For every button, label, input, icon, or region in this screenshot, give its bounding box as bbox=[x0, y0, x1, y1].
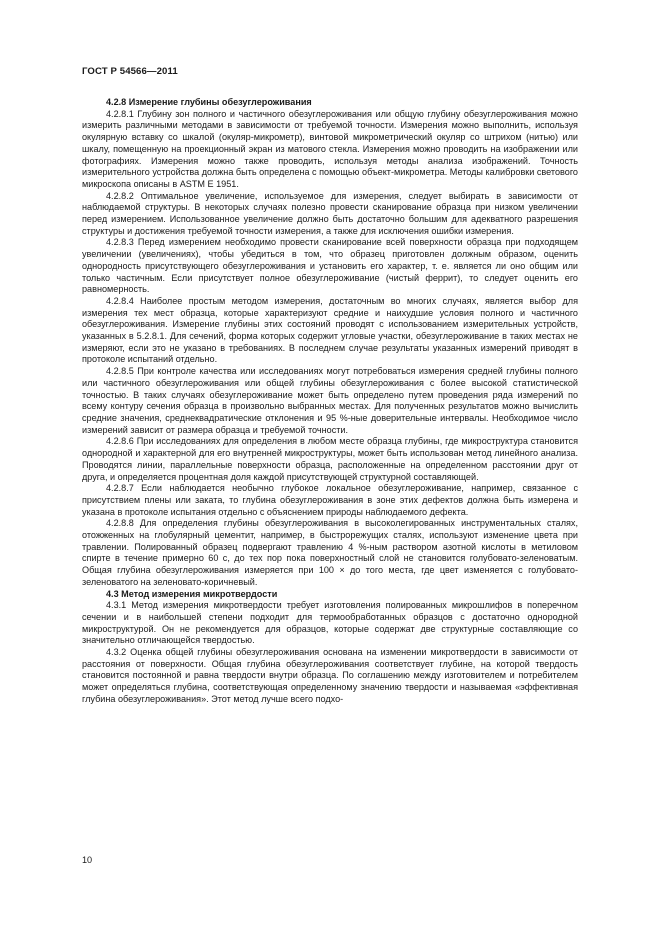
paragraph-4-2-8-1: 4.2.8.1 Глубину зон полного и частичного обезуглероживания или общую глубину обезуглероживания можно измерить различными методами в зависимости от требуемой точности. Измерения можно выполнить, используя окулярную вставку со шкалой (окуляр-микрометр), винтовой микрометрический окуляр со штрихом (нитью) или шкалу, помещенную на проекционный экран из матового стекла. Измерения можно проводить на изображении или фотографиях. Измерения можно также проводить, используя методы анализа изображений. Точность измерительного устройства должна быть определена с помощью объект-микрометра. Методы калибровки светового микроскопа описаны в ASTM E 1951. bbox=[82, 108, 578, 189]
paragraph-4-2-8-5: 4.2.8.5 При контроле качества или исследованиях могут потребоваться измерения средней глубины полного или частичного обезуглероживания или общей глубины обезуглероживания с более высокой статистической точностью. В таких случаях обезуглероживание может быть определено путем проведения ряда измерений по всему контуру сечения образца в произвольно выбранных местах. Для полученных результатов можно вычислить средние значения, среднеквадратические отклонения и 95 %-ные доверительные интервалы. Необходимое число измерений зависит от размера образца и требуемой точности. bbox=[82, 366, 578, 435]
paragraph-4-3-1: 4.3.1 Метод измерения микротвердости требует изготовления полированных микрошлифов в поперечном сечении и в наибольшей степени подходит для термообработанных образцов с достаточно однородной микроструктурой. Он не рекомендуется для образцов, которые содержат две структурные составляющие со значительно отличающейся твердостью. bbox=[82, 600, 578, 646]
paragraph-4-3-2: 4.3.2 Оценка общей глубины обезуглероживания основана на изменении микротвердости в зависимости от расстояния от поверхности. Общая глубина обезуглероживания соответствует глубине, на которой твердость становится постоянной и равна твердости внутри образца. По соглашению между изготовителем и потребителем может определяться глубина, соответствующая определенному значению твердости и называемая «эффективная глубина обезуглероживания». Этот метод лучше всего подхо- bbox=[82, 647, 578, 704]
page-number: 10 bbox=[82, 855, 93, 865]
paragraph-4-2-8-6: 4.2.8.6 При исследованиях для определения в любом месте образца глубины, где микроструктура становится однородной и характерной для его внутренней микроструктуры, может быть использован метод линейного анализа. Проводятся линии, параллельные поверхности образца, расположенные на определенном расстоянии друг от друга, и определяется процентная доля каждой присутствующей структурной составляющей. bbox=[82, 436, 578, 482]
document-header-id: ГОСТ Р 54566—2011 bbox=[82, 66, 178, 77]
paragraph-4-2-8-4: 4.2.8.4 Наиболее простым методом измерения, достаточным во многих случаях, является выбор для измерения тех мест образца, которые характеризуют средние и наихудшие условия полного и частичного обезуглероживания. Измерение глубины этих состояний проводят с использованием измерительных устройств, указанных в 5.2.8.1. Для сечений, форма которых содержит угловые участки, обезуглероживание в таких местах не измеряют, если это не указано в требованиях. В последнем случае результаты указанных измерений приводят в протоколе испытаний отдельно. bbox=[82, 295, 578, 365]
paragraph-4-2-8-7: 4.2.8.7 Если наблюдается необычно глубокое локальное обезуглероживание, например, связанное с присутствием плены или заката, то глубина обезуглероживания в зоне этих дефектов должна быть измерена и указана в протоколе испытания отдельно с объяснением природы наблюдаемого дефекта. bbox=[82, 483, 578, 517]
document-body bbox=[82, 97, 578, 706]
paragraph-4-2-8-8: 4.2.8.8 Для определения глубины обезуглероживания в высоколегированных инструментальных сталях, отожженных на глобулярный цементит, например, в быстрорежущих сталях, используют изменение цвета при травлении. Полированный образец подвергают травлению 4 %-ным раствором азотной кислоты в метиловом спирте в течение примерно 60 с, до тех пор пока поверхностный слой не становится голубовато-зеленоватым. Общая глубина обезуглероживания измеряется при 100 × до того места, где цвет изменяется с голубовато-зеленоватого на зеленовато-коричневый. bbox=[82, 518, 578, 587]
paragraph-4-2-8-2: 4.2.8.2 Оптимальное увеличение, используемое для измерения, следует выбирать в зависимости от наблюдаемой структуры. В некоторых случаях полезно провести сканирование образца при низком увеличении перед измерением. Использованное увеличение должно быть достаточно большим для адекватного разрешения структуры и достижения требуемой точности измерения, а также для исключения ошибки измерения. bbox=[82, 190, 578, 236]
paragraph-4-2-8-3: 4.2.8.3 Перед измерением необходимо провести сканирование всей поверхности образца при подходящем увеличении (увеличениях), чтобы убедиться в том, что образец приготовлен должным образом, оценить однородность присутствующего обезуглероживания и установить его характер, т. е. является ли оно общим или только частичным. Если присутствует полное обезуглероживание (чистый феррит), то следует оценить его равномерность. bbox=[82, 237, 578, 295]
section-heading-4-2-8: 4.2.8 Измерение глубины обезуглероживания bbox=[106, 97, 312, 107]
section-heading-4-3: 4.3 Метод измерения микротвердости bbox=[106, 588, 278, 599]
